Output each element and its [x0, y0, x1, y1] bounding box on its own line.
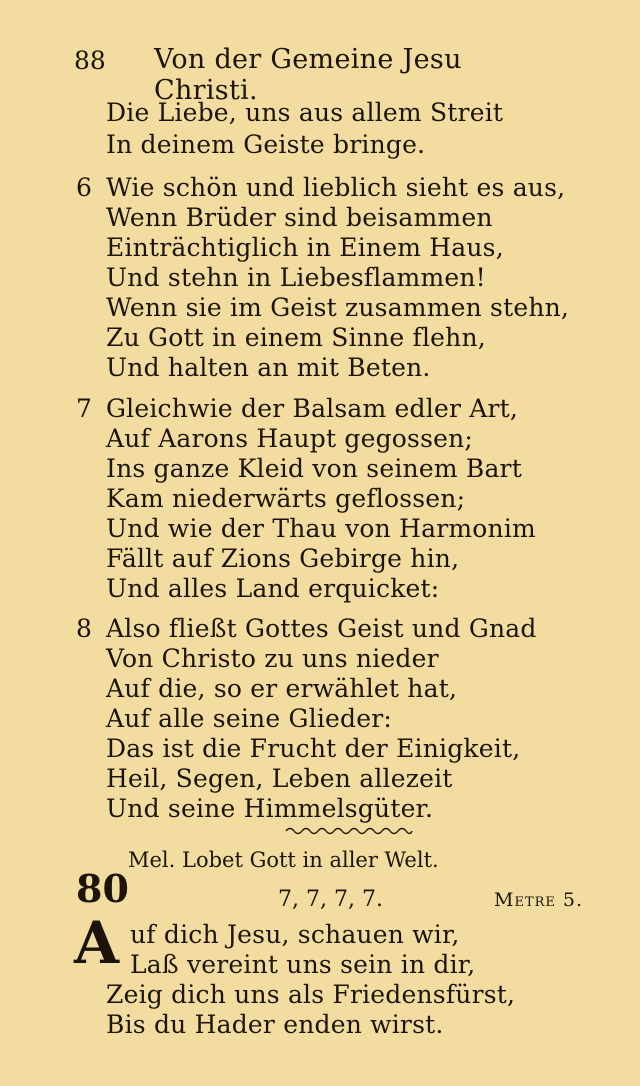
verse-number: 6	[76, 173, 92, 202]
verse-line: Also fließt Gottes Geist und Gnad	[106, 614, 537, 643]
verse-line: Und seine Himmelsgüter.	[106, 794, 434, 823]
verse-line: Und stehn in Liebesflammen!	[106, 263, 486, 292]
verse-line: Ins ganze Kleid von seinem Bart	[106, 454, 522, 483]
verse-line: Das ist die Frucht der Einigkeit,	[106, 734, 521, 763]
hymn-first-line: uf dich Jesu, schauen wir,	[130, 920, 460, 949]
verse-line: Auf alle seine Glieder:	[106, 704, 392, 733]
meter-label: Metre 5.	[494, 889, 584, 911]
verse-line: Zu Gott in einem Sinne flehn,	[106, 323, 486, 352]
verse-line: Auf Aarons Haupt gegossen;	[106, 424, 474, 453]
verse-line: Einträchtiglich in Einem Haus,	[106, 233, 504, 262]
page-number: 88	[74, 46, 106, 75]
verse-number: 7	[76, 394, 92, 423]
continuation-line: In deinem Geiste bringe.	[106, 130, 426, 159]
verse-line: Von Christo zu uns nieder	[106, 644, 439, 673]
verse-number: 8	[76, 614, 92, 643]
hymn-line: Bis du Hader enden wirst.	[106, 1010, 444, 1039]
verse-line: Wie schön und lieblich sieht es aus,	[106, 173, 566, 202]
verse-line: Und alles Land erquicket:	[106, 574, 440, 603]
continuation-line: Die Liebe, uns aus allem Streit	[106, 98, 504, 127]
verse-line: Und wie der Thau von Harmonim	[106, 514, 536, 543]
hymn-number: 80	[76, 866, 129, 911]
verse-line: Fällt auf Zions Gebirge hin,	[106, 544, 460, 573]
meter-count: 7, 7, 7, 7.	[278, 887, 383, 912]
hymn-line: Laß vereint uns sein in dir,	[130, 950, 476, 979]
hymn-line: Zeig dich uns als Friedensfürst,	[106, 980, 516, 1009]
verse-line: Wenn Brüder sind beisammen	[106, 203, 493, 232]
verse-line: Wenn sie im Geist zusammen stehn,	[106, 293, 570, 322]
wavy-divider-icon	[284, 824, 414, 838]
verse-line: Gleichwie der Balsam edler Art,	[106, 394, 519, 423]
verse-line: Heil, Segen, Leben allezeit	[106, 764, 453, 793]
verse-line: Auf die, so er erwählet hat,	[106, 674, 458, 703]
drop-cap: A	[74, 909, 120, 977]
running-head: Von der Gemeine Jesu Christi.	[154, 44, 462, 106]
verse-line: Und halten an mit Beten.	[106, 353, 431, 382]
verse-line: Kam niederwärts geflossen;	[106, 484, 466, 513]
melody-line: Mel. Lobet Gott in aller Welt.	[128, 848, 439, 872]
page-header	[74, 42, 554, 106]
